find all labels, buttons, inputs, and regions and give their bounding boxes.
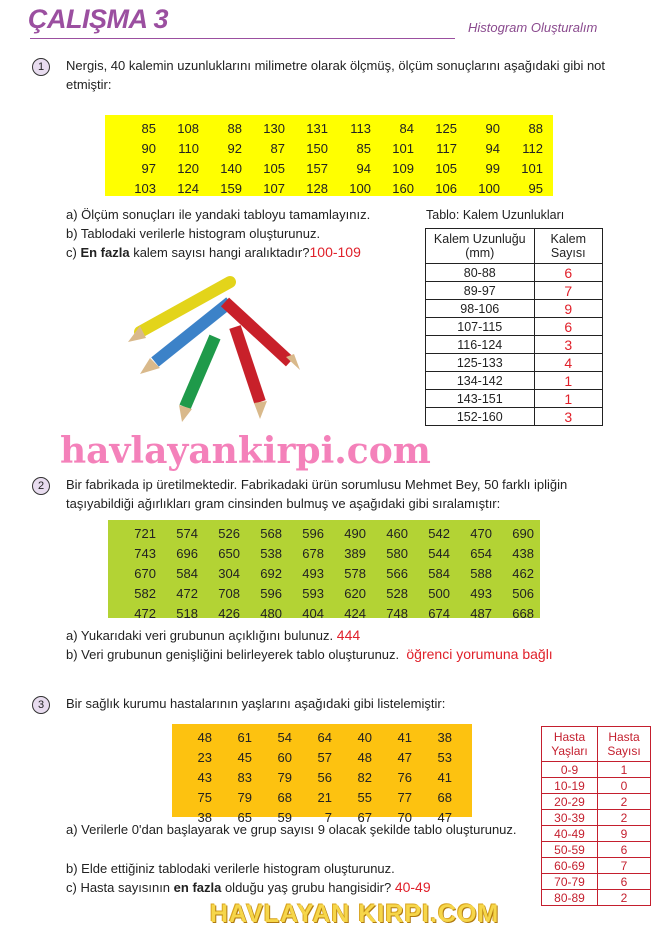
header-row <box>426 229 603 264</box>
column-header: Kalem Uzunluğu (mm) <box>426 229 535 264</box>
data-cell: 95 <box>528 180 543 196</box>
data-cell: 41 <box>397 729 412 745</box>
count-cell: 2 <box>598 794 651 810</box>
data-cell: 79 <box>277 769 292 785</box>
data-cell: 105 <box>435 160 457 176</box>
data-row <box>113 118 543 138</box>
data-row <box>172 727 452 747</box>
part-a-text: a) Yukarıdaki veri grubunun açıklığını bulunuz. <box>66 628 334 643</box>
data-cell: 480 <box>260 605 282 621</box>
data-row <box>113 138 543 158</box>
data-cell: 65 <box>237 809 252 825</box>
part-c-rest: olduğu yaş grubu hangisidir? <box>221 880 392 895</box>
data-cell: 68 <box>277 789 292 805</box>
data-cell: 668 <box>512 605 534 621</box>
data-cell: 654 <box>470 545 492 561</box>
data-cell: 105 <box>263 160 285 176</box>
data-cell: 424 <box>344 605 366 621</box>
data-cell: 128 <box>306 180 328 196</box>
data-cell: 55 <box>357 789 372 805</box>
data-cell: 67 <box>357 809 372 825</box>
thread-weights-table <box>114 523 534 623</box>
data-cell: 101 <box>521 160 543 176</box>
table-row <box>426 264 603 282</box>
patient-ages-box <box>172 724 472 825</box>
watermark: havlayankirpi.com <box>60 430 431 472</box>
range-cell: 89-97 <box>426 282 535 300</box>
colored-pencils-illustration <box>110 262 300 428</box>
data-cell: 566 <box>386 565 408 581</box>
data-cell: 47 <box>437 809 452 825</box>
data-cell: 99 <box>485 160 500 176</box>
part-b-text: b) Veri grubunun genişliğini belirleyerek tablo oluşturunuz. <box>66 647 400 662</box>
data-cell: 304 <box>218 565 240 581</box>
patient-age-frequency-table <box>541 726 651 906</box>
data-cell: 542 <box>428 525 450 541</box>
range-cell: 70-79 <box>542 874 598 890</box>
data-cell: 117 <box>436 140 457 156</box>
table-row <box>542 810 651 826</box>
table-row <box>426 300 603 318</box>
data-cell: 743 <box>134 545 156 561</box>
table-row <box>542 826 651 842</box>
data-cell: 77 <box>397 789 412 805</box>
part-c-prefix: c) Hasta sayısının <box>66 880 174 895</box>
data-cell: 125 <box>435 120 457 136</box>
range-cell: 107-115 <box>426 318 535 336</box>
data-cell: 110 <box>178 140 199 156</box>
question-number-2: 2 <box>32 477 50 495</box>
data-cell: 88 <box>227 120 242 136</box>
count-cell: 1 <box>534 390 602 408</box>
data-cell: 696 <box>176 545 198 561</box>
count-cell: 3 <box>534 336 602 354</box>
count-cell: 3 <box>534 408 602 426</box>
question-3-text: Bir sağlık kurumu hastalarının yaşlarını aşağıdaki gibi listelemiştir: <box>66 696 446 711</box>
data-cell: 107 <box>263 180 285 196</box>
range-cell: 80-88 <box>426 264 535 282</box>
question-3-part-b: b) Elde ettiğiniz tablodaki verilerle histogram oluşturunuz. <box>66 861 395 876</box>
data-cell: 94 <box>485 140 500 156</box>
data-cell: 84 <box>399 120 414 136</box>
data-cell: 593 <box>302 585 324 601</box>
data-row <box>114 563 534 583</box>
range-cell: 134-142 <box>426 372 535 390</box>
data-row <box>113 178 543 198</box>
data-cell: 708 <box>218 585 240 601</box>
question-number-3: 3 <box>32 696 50 714</box>
data-cell: 106 <box>435 180 457 196</box>
data-cell: 426 <box>218 605 240 621</box>
count-cell: 7 <box>534 282 602 300</box>
question-3-part-c <box>66 878 536 897</box>
data-cell: 596 <box>260 585 282 601</box>
data-cell: 60 <box>277 749 292 765</box>
table-row <box>542 794 651 810</box>
table-row <box>426 336 603 354</box>
data-cell: 438 <box>512 545 534 561</box>
data-cell: 79 <box>237 789 252 805</box>
range-cell: 80-89 <box>542 890 598 906</box>
table-row <box>542 858 651 874</box>
data-cell: 92 <box>227 140 242 156</box>
question-2-text: Bir fabrikada ip üretilmektedir. Fabrikadaki ürün sorumlusu Mehmet Bey, 50 farklı ipliğin taşıyabildiği ağırlıkları gram cinsinden bulmuş ve aşağıdaki gibi sıralamıştır: <box>66 477 568 511</box>
data-cell: 526 <box>218 525 240 541</box>
data-cell: 389 <box>344 545 366 561</box>
data-cell: 748 <box>386 605 408 621</box>
data-cell: 582 <box>134 585 156 601</box>
data-cell: 21 <box>317 789 332 805</box>
thread-weights-box <box>108 520 540 621</box>
pen-length-frequency-table <box>425 228 603 426</box>
data-cell: 678 <box>302 545 324 561</box>
data-cell: 670 <box>134 565 156 581</box>
data-cell: 76 <box>397 769 412 785</box>
table-row <box>426 318 603 336</box>
data-cell: 159 <box>220 180 242 196</box>
data-cell: 493 <box>470 585 492 601</box>
table-caption: Tablo: Kalem Uzunlukları <box>426 208 565 222</box>
data-cell: 85 <box>356 140 371 156</box>
data-cell: 568 <box>260 525 282 541</box>
question-1-text: Nergis, 40 kalemin uzunluklarını milimetre olarak ölçmüş, ölçüm sonuçlarını aşağıdaki gibi not etmiştir: <box>66 58 606 92</box>
data-cell: 90 <box>485 120 500 136</box>
data-row <box>172 767 452 787</box>
data-cell: 38 <box>437 729 452 745</box>
data-cell: 506 <box>512 585 534 601</box>
pen-lengths-box <box>105 115 553 196</box>
data-cell: 90 <box>141 140 156 156</box>
data-cell: 692 <box>260 565 282 581</box>
range-cell: 0-9 <box>542 762 598 778</box>
pen-lengths-table <box>113 118 543 198</box>
data-row <box>114 603 534 623</box>
range-cell: 30-39 <box>542 810 598 826</box>
data-cell: 690 <box>512 525 534 541</box>
patient-ages-table <box>172 727 452 827</box>
question-1-part-b: b) Tablodaki verilerle histogram oluşturunuz. <box>66 226 321 241</box>
data-row <box>113 158 543 178</box>
data-cell: 131 <box>306 120 328 136</box>
data-cell: 574 <box>176 525 198 541</box>
data-cell: 94 <box>356 160 371 176</box>
question-number-1: 1 <box>32 58 50 76</box>
range-cell: 116-124 <box>426 336 535 354</box>
data-row <box>172 747 452 767</box>
data-cell: 109 <box>392 160 414 176</box>
data-cell: 404 <box>302 605 324 621</box>
question-2-part-a <box>66 626 360 645</box>
count-cell: 2 <box>598 890 651 906</box>
data-cell: 620 <box>344 585 366 601</box>
data-cell: 108 <box>177 120 199 136</box>
data-cell: 596 <box>302 525 324 541</box>
count-cell: 0 <box>598 778 651 794</box>
table-row <box>426 372 603 390</box>
question-2-part-b <box>66 645 553 664</box>
answer-a: 444 <box>336 627 361 643</box>
data-cell: 487 <box>470 605 492 621</box>
data-cell: 82 <box>357 769 372 785</box>
data-cell: 57 <box>317 749 332 765</box>
part-c-bold: En fazla <box>80 245 130 260</box>
green-pencil-icon <box>179 337 215 422</box>
data-cell: 83 <box>237 769 252 785</box>
range-cell: 152-160 <box>426 408 535 426</box>
question-1-part-c <box>66 243 361 262</box>
data-cell: 54 <box>277 729 292 745</box>
table-row <box>542 778 651 794</box>
data-cell: 23 <box>197 749 212 765</box>
data-cell: 538 <box>260 545 282 561</box>
question-1-part-a: a) Ölçüm sonuçları ile yandaki tabloyu tamamlayınız. <box>66 207 371 222</box>
data-cell: 59 <box>277 809 292 825</box>
data-cell: 88 <box>528 120 543 136</box>
data-row <box>114 523 534 543</box>
data-cell: 43 <box>197 769 212 785</box>
data-cell: 85 <box>141 120 156 136</box>
data-cell: 588 <box>470 565 492 581</box>
data-cell: 500 <box>428 585 450 601</box>
data-cell: 150 <box>306 140 328 156</box>
count-cell: 2 <box>598 810 651 826</box>
data-cell: 40 <box>357 729 372 745</box>
range-cell: 143-151 <box>426 390 535 408</box>
table-row <box>426 390 603 408</box>
data-cell: 38 <box>197 809 212 825</box>
data-cell: 47 <box>397 749 412 765</box>
data-cell: 56 <box>317 769 332 785</box>
count-cell: 4 <box>534 354 602 372</box>
data-cell: 472 <box>176 585 198 601</box>
data-cell: 472 <box>134 605 156 621</box>
data-cell: 113 <box>350 120 371 136</box>
range-cell: 50-59 <box>542 842 598 858</box>
data-cell: 45 <box>237 749 252 765</box>
data-cell: 101 <box>392 140 414 156</box>
range-cell: 40-49 <box>542 826 598 842</box>
range-cell: 10-19 <box>542 778 598 794</box>
header-row <box>542 727 651 762</box>
data-cell: 584 <box>428 565 450 581</box>
data-cell: 100 <box>349 180 371 196</box>
data-cell: 130 <box>263 120 285 136</box>
table-row <box>542 842 651 858</box>
range-cell: 125-133 <box>426 354 535 372</box>
data-cell: 462 <box>512 565 534 581</box>
count-cell: 6 <box>598 842 651 858</box>
question-3-part-a: a) Verilerle 0'dan başlayarak ve grup sayısı 9 olacak şekilde tablo oluşturunuz. <box>66 822 517 837</box>
data-cell: 64 <box>317 729 332 745</box>
column-header: Kalem Sayısı <box>534 229 602 264</box>
range-cell: 20-29 <box>542 794 598 810</box>
data-cell: 61 <box>237 729 252 745</box>
page-subtitle: Histogram Oluşturalım <box>468 20 598 35</box>
column-header: Hasta Sayısı <box>598 727 651 762</box>
data-row <box>114 543 534 563</box>
data-cell: 120 <box>177 160 199 176</box>
range-cell: 98-106 <box>426 300 535 318</box>
site-logo: HAVLAYAN KIRPI.COM <box>210 900 500 928</box>
data-cell: 493 <box>302 565 324 581</box>
data-cell: 70 <box>397 809 412 825</box>
data-cell: 518 <box>176 605 198 621</box>
data-cell: 580 <box>386 545 408 561</box>
data-cell: 460 <box>386 525 408 541</box>
count-cell: 7 <box>598 858 651 874</box>
data-cell: 124 <box>177 180 199 196</box>
data-row <box>172 787 452 807</box>
part-c-bold: en fazla <box>173 880 222 895</box>
data-cell: 584 <box>176 565 198 581</box>
data-cell: 721 <box>134 525 156 541</box>
data-cell: 68 <box>437 789 452 805</box>
data-cell: 140 <box>220 160 242 176</box>
title-underline <box>30 38 455 39</box>
count-cell: 1 <box>534 372 602 390</box>
table-row <box>542 890 651 906</box>
table-row <box>542 874 651 890</box>
data-cell: 650 <box>218 545 240 561</box>
count-cell: 1 <box>598 762 651 778</box>
table-row <box>542 762 651 778</box>
data-cell: 112 <box>522 140 543 156</box>
data-cell: 87 <box>270 140 285 156</box>
data-cell: 75 <box>197 789 212 805</box>
data-cell: 7 <box>324 809 332 825</box>
data-cell: 53 <box>437 749 452 765</box>
range-cell: 60-69 <box>542 858 598 874</box>
data-cell: 103 <box>134 180 156 196</box>
count-cell: 6 <box>598 874 651 890</box>
count-cell: 6 <box>534 264 602 282</box>
data-cell: 674 <box>428 605 450 621</box>
data-cell: 100 <box>478 180 500 196</box>
column-header: Hasta Yaşları <box>542 727 598 762</box>
data-cell: 157 <box>306 160 328 176</box>
data-cell: 544 <box>428 545 450 561</box>
answer-c: 100-109 <box>309 244 361 260</box>
data-cell: 97 <box>141 160 156 176</box>
count-cell: 6 <box>534 318 602 336</box>
count-cell: 9 <box>534 300 602 318</box>
part-c-prefix: c) <box>66 245 81 260</box>
answer-b: öğrenci yorumuna bağlı <box>406 646 553 662</box>
table-row <box>426 354 603 372</box>
data-row <box>114 583 534 603</box>
data-cell: 48 <box>357 749 372 765</box>
table-row <box>426 408 603 426</box>
page-title: ÇALIŞMA 3 <box>28 4 169 34</box>
data-cell: 528 <box>386 585 408 601</box>
data-cell: 470 <box>470 525 492 541</box>
part-c-rest: kalem sayısı hangi aralıktadır? <box>129 245 310 260</box>
table-row <box>426 282 603 300</box>
data-cell: 41 <box>437 769 452 785</box>
data-cell: 48 <box>197 729 212 745</box>
count-cell: 9 <box>598 826 651 842</box>
data-cell: 490 <box>344 525 366 541</box>
answer-c: 40-49 <box>394 879 431 895</box>
data-cell: 160 <box>392 180 414 196</box>
data-cell: 578 <box>344 565 366 581</box>
